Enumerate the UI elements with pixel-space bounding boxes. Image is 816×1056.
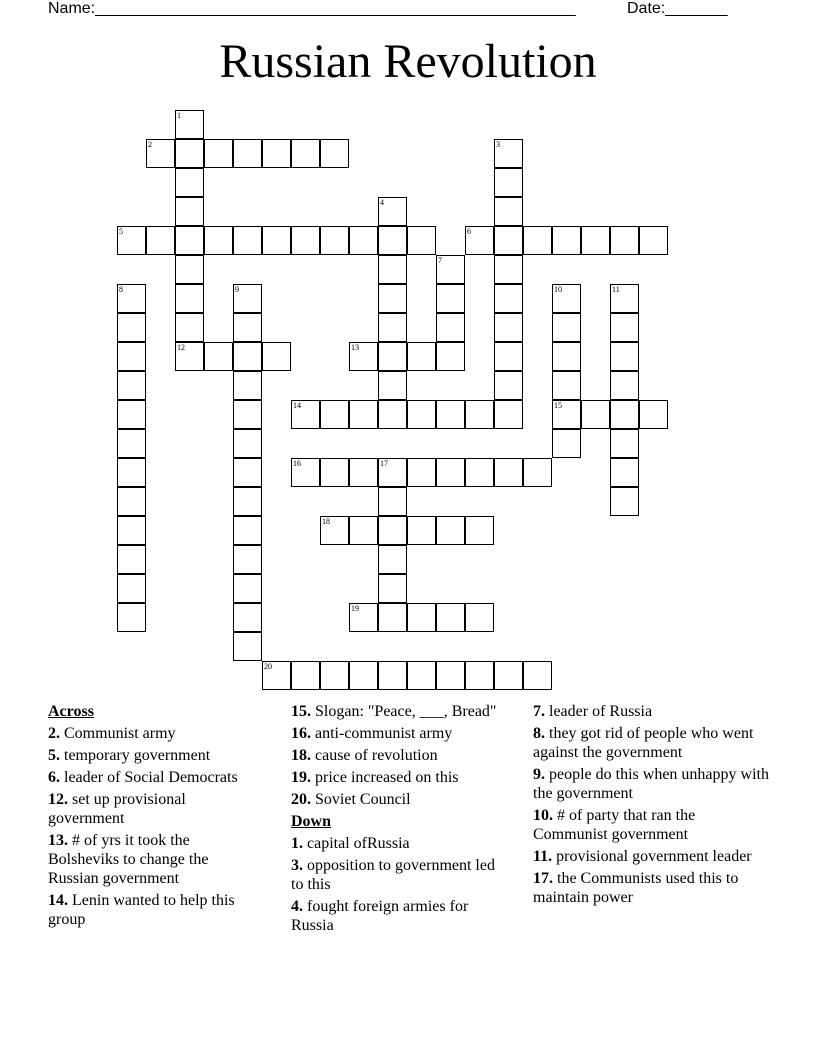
clue-number: 10. — [533, 807, 553, 824]
crossword-cell[interactable] — [175, 226, 204, 255]
crossword-cell[interactable] — [117, 342, 146, 371]
crossword-cell[interactable] — [407, 400, 436, 429]
cell-number: 4 — [380, 198, 384, 207]
clue-number: 1. — [291, 835, 303, 852]
crossword-cell[interactable] — [233, 313, 262, 342]
clue-text: Slogan: "Peace, ___, Bread" — [311, 703, 497, 720]
clue-number: 3. — [291, 857, 303, 874]
crossword-cell[interactable] — [233, 603, 262, 632]
crossword-cell[interactable] — [378, 371, 407, 400]
clue-number: 2. — [48, 725, 60, 742]
crossword-cell[interactable] — [494, 313, 523, 342]
name-blank[interactable]: ______________________________________________________ — [95, 0, 576, 17]
cell-number: 20 — [264, 662, 272, 671]
clue-number: 18. — [291, 747, 311, 764]
clue-item — [533, 806, 773, 844]
clue-item — [291, 702, 506, 721]
clue-item — [533, 765, 773, 803]
cell-number: 16 — [293, 459, 301, 468]
name-label: Name: — [48, 0, 96, 17]
clue-text: Lenin wanted to help this group — [48, 892, 235, 928]
clue-item — [533, 869, 773, 907]
cell-number: 9 — [235, 285, 239, 294]
crossword-cell[interactable] — [349, 226, 378, 255]
date-blank[interactable]: _______ — [665, 0, 728, 17]
crossword-cell[interactable] — [465, 400, 494, 429]
clue-item — [48, 768, 263, 787]
clue-text: # of party that ran the Communist government — [533, 807, 696, 843]
cell-number: 14 — [293, 401, 301, 410]
clue-number: 20. — [291, 791, 311, 808]
crossword-cell[interactable] — [320, 661, 349, 690]
clue-column-2 — [291, 702, 506, 938]
clue-item — [48, 831, 263, 888]
crossword-cell[interactable] — [378, 574, 407, 603]
crossword-cell[interactable] — [204, 139, 233, 168]
crossword-cell[interactable] — [117, 458, 146, 487]
clue-item — [291, 790, 506, 809]
crossword-cell[interactable] — [378, 487, 407, 516]
crossword-cell[interactable] — [378, 284, 407, 313]
crossword-cell[interactable] — [610, 400, 639, 429]
clue-item — [48, 790, 263, 828]
crossword-cell[interactable] — [494, 255, 523, 284]
crossword-cell[interactable] — [349, 516, 378, 545]
clue-item — [48, 724, 263, 743]
clue-item — [291, 834, 506, 853]
clue-number: 19. — [291, 769, 311, 786]
clue-text: # of yrs it took the Bolsheviks to change the Russian government — [48, 832, 209, 887]
crossword-cell[interactable] — [639, 226, 668, 255]
crossword-cell[interactable] — [436, 603, 465, 632]
crossword-cell[interactable] — [320, 400, 349, 429]
crossword-cell[interactable] — [291, 139, 320, 168]
crossword-cell[interactable] — [349, 400, 378, 429]
clue-text: fought foreign armies for Russia — [291, 898, 469, 934]
crossword-cell[interactable] — [494, 168, 523, 197]
crossword-cell[interactable] — [494, 458, 523, 487]
clue-number: 17. — [533, 870, 553, 887]
clue-text: people do this when unhappy with the government — [533, 766, 769, 802]
crossword-cell[interactable] — [320, 139, 349, 168]
crossword-cell[interactable] — [465, 603, 494, 632]
cell-number: 18 — [322, 517, 330, 526]
clue-text: leader of Social Democrats — [60, 769, 238, 786]
crossword-cell[interactable] — [378, 313, 407, 342]
crossword-cell[interactable] — [610, 342, 639, 371]
cell-number: 11 — [612, 285, 620, 294]
crossword-cell[interactable] — [117, 400, 146, 429]
crossword-cell[interactable] — [465, 661, 494, 690]
date-field — [627, 0, 728, 18]
crossword-cell[interactable] — [610, 458, 639, 487]
crossword-cell[interactable] — [494, 284, 523, 313]
crossword-cell[interactable] — [436, 313, 465, 342]
clue-text: Communist army — [60, 725, 176, 742]
cell-number: 19 — [351, 604, 359, 613]
clue-text: they got rid of people who went against the government — [533, 725, 754, 761]
crossword-cell[interactable] — [581, 226, 610, 255]
crossword-cell[interactable] — [262, 139, 291, 168]
crossword-cell[interactable] — [610, 284, 639, 313]
crossword-cell[interactable] — [639, 400, 668, 429]
crossword-cell[interactable] — [523, 661, 552, 690]
crossword-cell[interactable] — [117, 574, 146, 603]
crossword-cell[interactable] — [320, 226, 349, 255]
crossword-cell[interactable] — [349, 342, 378, 371]
crossword-cell[interactable] — [175, 255, 204, 284]
clue-item — [533, 702, 773, 721]
clue-text: temporary government — [60, 747, 211, 764]
clue-number: 16. — [291, 725, 311, 742]
clue-heading-across: Across — [48, 703, 94, 720]
crossword-cell[interactable] — [291, 226, 320, 255]
crossword-cell[interactable] — [436, 284, 465, 313]
clue-number: 12. — [48, 791, 68, 808]
cell-number: 15 — [554, 401, 562, 410]
crossword-cell[interactable] — [349, 661, 378, 690]
crossword-cell[interactable] — [610, 226, 639, 255]
clue-number: 13. — [48, 832, 68, 849]
date-label: Date: — [627, 0, 666, 17]
crossword-cell[interactable] — [233, 574, 262, 603]
crossword-cell[interactable] — [523, 458, 552, 487]
crossword-cell[interactable] — [465, 458, 494, 487]
crossword-cell[interactable] — [494, 226, 523, 255]
crossword-cell[interactable] — [233, 139, 262, 168]
crossword-cell[interactable] — [233, 516, 262, 545]
clue-text: Soviet Council — [311, 791, 411, 808]
crossword-cell[interactable] — [436, 661, 465, 690]
crossword-cell[interactable] — [552, 284, 581, 313]
crossword-cell[interactable] — [262, 661, 291, 690]
crossword-cell[interactable] — [436, 400, 465, 429]
cell-number: 17 — [380, 459, 388, 468]
crossword-cell[interactable] — [407, 342, 436, 371]
crossword-cell[interactable] — [494, 342, 523, 371]
clue-number: 15. — [291, 703, 311, 720]
crossword-cell[interactable] — [494, 139, 523, 168]
crossword-cell[interactable] — [552, 429, 581, 458]
crossword-cell[interactable] — [436, 458, 465, 487]
clue-text: set up provisional government — [48, 791, 186, 827]
cell-number: 1 — [177, 111, 181, 120]
crossword-cell[interactable] — [610, 313, 639, 342]
crossword-cell[interactable] — [233, 371, 262, 400]
crossword-cell[interactable] — [465, 516, 494, 545]
crossword-cell[interactable] — [436, 342, 465, 371]
clue-column-1 — [48, 702, 263, 932]
crossword-cell[interactable] — [581, 400, 610, 429]
crossword-cell[interactable] — [233, 632, 262, 661]
cell-number: 10 — [554, 285, 562, 294]
crossword-cell[interactable] — [204, 342, 233, 371]
crossword-cell[interactable] — [552, 400, 581, 429]
crossword-cell[interactable] — [291, 661, 320, 690]
cell-number: 6 — [467, 227, 471, 236]
cell-number: 7 — [438, 256, 442, 265]
crossword-cell[interactable] — [117, 603, 146, 632]
clue-heading-down: Down — [291, 813, 332, 830]
clue-item — [291, 768, 506, 787]
crossword-cell[interactable] — [233, 284, 262, 313]
clue-text: capital ofRussia — [303, 835, 410, 852]
crossword-cell[interactable] — [610, 429, 639, 458]
crossword-cell[interactable] — [610, 487, 639, 516]
crossword-cell[interactable] — [233, 226, 262, 255]
crossword-cell[interactable] — [233, 458, 262, 487]
cell-number: 3 — [496, 140, 500, 149]
crossword-cell[interactable] — [262, 226, 291, 255]
clue-text: anti-communist army — [311, 725, 453, 742]
crossword-cell[interactable] — [175, 284, 204, 313]
crossword-cell[interactable] — [378, 516, 407, 545]
crossword-cell[interactable] — [320, 516, 349, 545]
clue-item — [48, 746, 263, 765]
crossword-cell[interactable] — [378, 545, 407, 574]
crossword-cell[interactable] — [233, 545, 262, 574]
crossword-cell[interactable] — [378, 197, 407, 226]
crossword-cell[interactable] — [407, 516, 436, 545]
crossword-cell[interactable] — [494, 197, 523, 226]
crossword-cell[interactable] — [378, 400, 407, 429]
crossword-cell[interactable] — [378, 342, 407, 371]
crossword-cell[interactable] — [436, 516, 465, 545]
crossword-cell[interactable] — [117, 545, 146, 574]
crossword-cell[interactable] — [117, 429, 146, 458]
crossword-cell[interactable] — [378, 255, 407, 284]
clue-text: leader of Russia — [545, 703, 653, 720]
clue-item — [533, 724, 773, 762]
crossword-cell[interactable] — [146, 226, 175, 255]
crossword-cell[interactable] — [465, 226, 494, 255]
clue-number: 6. — [48, 769, 60, 786]
crossword-cell[interactable] — [349, 458, 378, 487]
crossword-cell[interactable] — [291, 400, 320, 429]
crossword-cell[interactable] — [320, 458, 349, 487]
crossword-cell[interactable] — [349, 603, 378, 632]
header-line — [48, 0, 728, 18]
crossword-cell[interactable] — [117, 487, 146, 516]
crossword-cell[interactable] — [175, 110, 204, 139]
crossword-cell[interactable] — [610, 371, 639, 400]
clue-number: 4. — [291, 898, 303, 915]
clue-text: the Communists used this to maintain power — [533, 870, 739, 906]
clue-text: opposition to government led to this — [291, 857, 495, 893]
clue-text: price increased on this — [311, 769, 459, 786]
crossword-cell[interactable] — [175, 313, 204, 342]
clue-item — [291, 724, 506, 743]
clue-item — [48, 891, 263, 929]
clue-number: 8. — [533, 725, 545, 742]
crossword-cell[interactable] — [262, 342, 291, 371]
crossword-cell[interactable] — [175, 139, 204, 168]
crossword-cell[interactable] — [494, 661, 523, 690]
crossword-cell[interactable] — [175, 342, 204, 371]
clue-number: 11. — [533, 848, 553, 865]
clue-column-3 — [533, 702, 773, 910]
cell-number: 8 — [119, 285, 123, 294]
clue-text: cause of revolution — [311, 747, 438, 764]
cell-number: 13 — [351, 343, 359, 352]
crossword-cell[interactable] — [552, 371, 581, 400]
cell-number: 12 — [177, 343, 185, 352]
cell-number: 5 — [119, 227, 123, 236]
crossword-cell[interactable] — [117, 371, 146, 400]
crossword-cell[interactable] — [378, 458, 407, 487]
crossword-cell[interactable] — [175, 168, 204, 197]
crossword-cell[interactable] — [233, 342, 262, 371]
crossword-cell[interactable] — [436, 255, 465, 284]
crossword-cell[interactable] — [494, 400, 523, 429]
cell-number: 2 — [148, 140, 152, 149]
crossword-cell[interactable] — [117, 226, 146, 255]
crossword-cell[interactable] — [117, 516, 146, 545]
crossword-cell[interactable] — [407, 226, 436, 255]
crossword-cell[interactable] — [407, 458, 436, 487]
crossword-cell[interactable] — [552, 226, 581, 255]
crossword-cell[interactable] — [175, 197, 204, 226]
crossword-cell[interactable] — [407, 661, 436, 690]
crossword-cell[interactable] — [494, 371, 523, 400]
crossword-cell[interactable] — [146, 139, 175, 168]
crossword-cell[interactable] — [233, 487, 262, 516]
crossword-cell[interactable] — [523, 226, 552, 255]
clue-number: 14. — [48, 892, 68, 909]
page-title: Russian Revolution — [219, 35, 597, 88]
clue-number: 5. — [48, 747, 60, 764]
clue-number: 9. — [533, 766, 545, 783]
crossword-cell[interactable] — [552, 342, 581, 371]
clue-text: provisional government leader — [552, 848, 752, 865]
crossword-cell[interactable] — [378, 603, 407, 632]
crossword-cell[interactable] — [378, 661, 407, 690]
clue-item — [533, 847, 773, 866]
crossword-cell[interactable] — [117, 313, 146, 342]
clue-number: 7. — [533, 703, 545, 720]
crossword-cell[interactable] — [291, 458, 320, 487]
crossword-cell[interactable] — [552, 313, 581, 342]
clue-item — [291, 856, 506, 894]
crossword-cell[interactable] — [378, 226, 407, 255]
clue-item — [291, 897, 506, 935]
crossword-cell[interactable] — [117, 284, 146, 313]
crossword-cell[interactable] — [233, 400, 262, 429]
crossword-cell[interactable] — [233, 429, 262, 458]
clue-item — [291, 746, 506, 765]
crossword-cell[interactable] — [204, 226, 233, 255]
crossword-cell[interactable] — [407, 603, 436, 632]
